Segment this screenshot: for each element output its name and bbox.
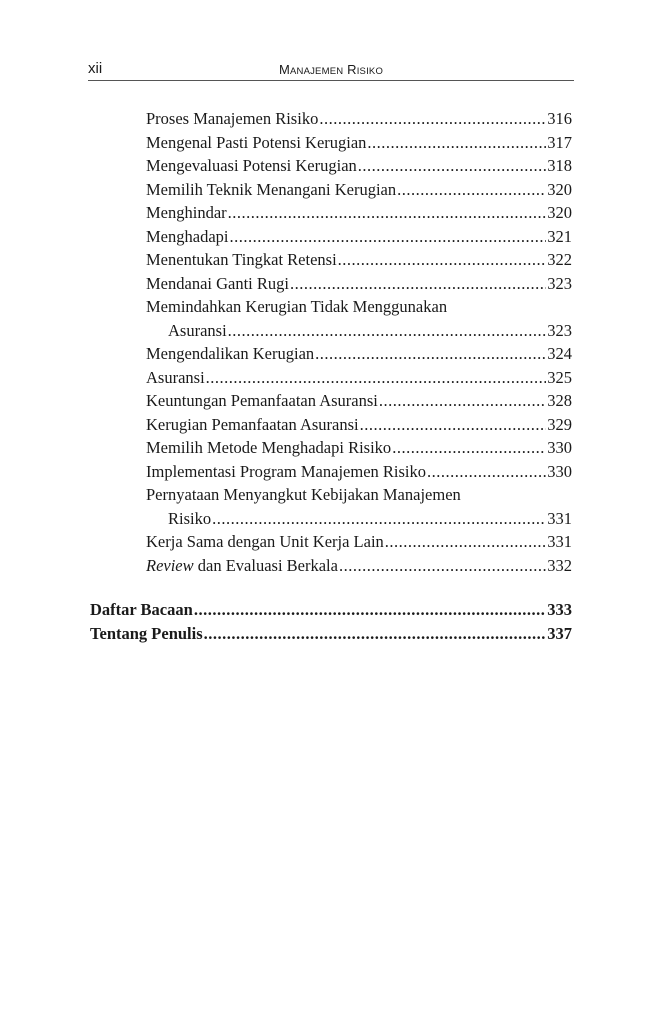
toc-chapter[interactable] bbox=[90, 598, 572, 621]
toc-entry-page: 320 bbox=[547, 179, 572, 199]
toc-entry-title-italic: Review bbox=[146, 555, 194, 575]
toc-entry[interactable] bbox=[146, 131, 572, 154]
toc-entry[interactable] bbox=[146, 154, 572, 177]
toc-entry[interactable] bbox=[146, 460, 572, 483]
toc-entry[interactable] bbox=[146, 248, 572, 271]
toc-entry-title: Mengendalikan Kerugian bbox=[146, 344, 315, 363]
toc-entry-title-rest: dan Evaluasi Berkala bbox=[193, 555, 338, 575]
toc-entry-title: Implementasi Program Manajemen Risiko bbox=[146, 461, 426, 481]
leader-dots bbox=[206, 366, 547, 389]
toc-entry-page: 331 bbox=[547, 532, 572, 551]
toc-entry-page: 330 bbox=[547, 438, 572, 457]
toc-entry-page: 329 bbox=[547, 414, 572, 434]
toc-entry-title: Keuntungan Pemanfaatan Asuransi bbox=[146, 391, 378, 410]
toc-entry[interactable] bbox=[146, 272, 572, 295]
toc-entry-title: Menentukan Tingkat Retensi bbox=[146, 250, 337, 269]
leader-dots bbox=[392, 436, 546, 459]
toc-entry-page: 330 bbox=[547, 461, 572, 481]
leader-dots bbox=[290, 272, 546, 295]
leader-dots bbox=[360, 413, 547, 436]
page-number: xii bbox=[88, 60, 103, 77]
leader-dots bbox=[427, 460, 546, 483]
toc-entry-title: Kerugian Pemanfaatan Asuransi bbox=[146, 414, 359, 434]
toc-entry-page: 316 bbox=[547, 109, 572, 128]
toc-entry-page: 318 bbox=[547, 156, 572, 175]
leader-dots bbox=[212, 507, 546, 530]
toc-entry[interactable] bbox=[146, 342, 572, 365]
toc-chapter-title: Tentang Penulis bbox=[90, 623, 203, 643]
leader-dots bbox=[385, 530, 546, 553]
leader-dots bbox=[194, 598, 546, 621]
toc-entry[interactable] bbox=[146, 107, 572, 130]
leader-dots bbox=[358, 154, 546, 177]
toc-entry[interactable] bbox=[146, 413, 572, 436]
leader-dots bbox=[229, 225, 546, 248]
toc-entry-page: 320 bbox=[547, 203, 572, 222]
toc-entry-page: 331 bbox=[547, 508, 572, 528]
toc-entry-title: Menghindar bbox=[146, 203, 227, 222]
toc-entry[interactable] bbox=[146, 554, 572, 577]
toc-entry-title bbox=[146, 554, 338, 577]
toc-entry-page: 317 bbox=[547, 132, 572, 152]
toc-entry-title-line1[interactable]: Memindahkan Kerugian Tidak Menggunakan bbox=[146, 297, 448, 316]
leader-dots bbox=[315, 342, 546, 365]
toc-entry-page: 324 bbox=[547, 344, 572, 363]
leader-dots bbox=[397, 178, 546, 201]
toc-entry[interactable] bbox=[146, 366, 572, 389]
toc-chapter[interactable] bbox=[90, 622, 572, 645]
toc-entry-title-line2: Risiko bbox=[168, 508, 212, 528]
toc-entry-title-line2: Asuransi bbox=[168, 320, 227, 340]
toc-entry[interactable] bbox=[146, 225, 572, 248]
toc-entry-title: Mendanai Ganti Rugi bbox=[146, 273, 289, 293]
leader-dots bbox=[379, 389, 546, 412]
toc-entry-title: Asuransi bbox=[146, 367, 205, 387]
toc-entry-title: Menghadapi bbox=[146, 226, 229, 246]
leader-dots bbox=[204, 622, 547, 645]
leader-dots bbox=[339, 554, 546, 577]
toc-entry-page: 322 bbox=[547, 250, 572, 269]
toc-entry-title: Kerja Sama dengan Unit Kerja Lain bbox=[146, 532, 384, 551]
running-header bbox=[88, 58, 574, 81]
toc-entry-page: 332 bbox=[547, 555, 572, 575]
toc-entry-title: Mengenal Pasti Potensi Kerugian bbox=[146, 132, 367, 152]
toc-entry[interactable] bbox=[168, 319, 572, 342]
toc-entry[interactable] bbox=[146, 389, 572, 412]
leader-dots bbox=[319, 107, 546, 130]
toc-entry-title: Memilih Teknik Menangani Kerugian bbox=[146, 179, 397, 199]
toc-entry-title: Mengevaluasi Potensi Kerugian bbox=[146, 156, 357, 175]
leader-dots bbox=[338, 248, 547, 271]
toc-entry[interactable] bbox=[146, 436, 572, 459]
toc-chapter-page: 333 bbox=[547, 600, 572, 619]
toc-entry-page: 321 bbox=[547, 226, 572, 246]
toc-entry[interactable] bbox=[146, 530, 572, 553]
toc-entry[interactable] bbox=[168, 507, 572, 530]
toc-entry-page: 325 bbox=[547, 367, 572, 387]
toc-entry[interactable] bbox=[146, 178, 572, 201]
toc-chapter-title: Daftar Bacaan bbox=[90, 600, 193, 619]
toc-entry-page: 328 bbox=[547, 391, 572, 410]
leader-dots bbox=[228, 201, 547, 224]
toc-chapter-page: 337 bbox=[547, 623, 572, 643]
running-title: MANAJEMEN RISIKO bbox=[278, 62, 384, 77]
toc-entry-page: 323 bbox=[547, 320, 572, 340]
toc-entry-page: 323 bbox=[547, 273, 572, 293]
leader-dots bbox=[367, 131, 546, 154]
toc-entry-title: Proses Manajemen Risiko bbox=[146, 109, 319, 128]
toc-entry[interactable] bbox=[146, 201, 572, 224]
toc-entry-title-line1[interactable]: Pernyataan Menyangkut Kebijakan Manajemen bbox=[146, 485, 461, 504]
leader-dots bbox=[228, 319, 547, 342]
toc-entry-title: Memilih Metode Menghadapi Risiko bbox=[146, 438, 392, 457]
